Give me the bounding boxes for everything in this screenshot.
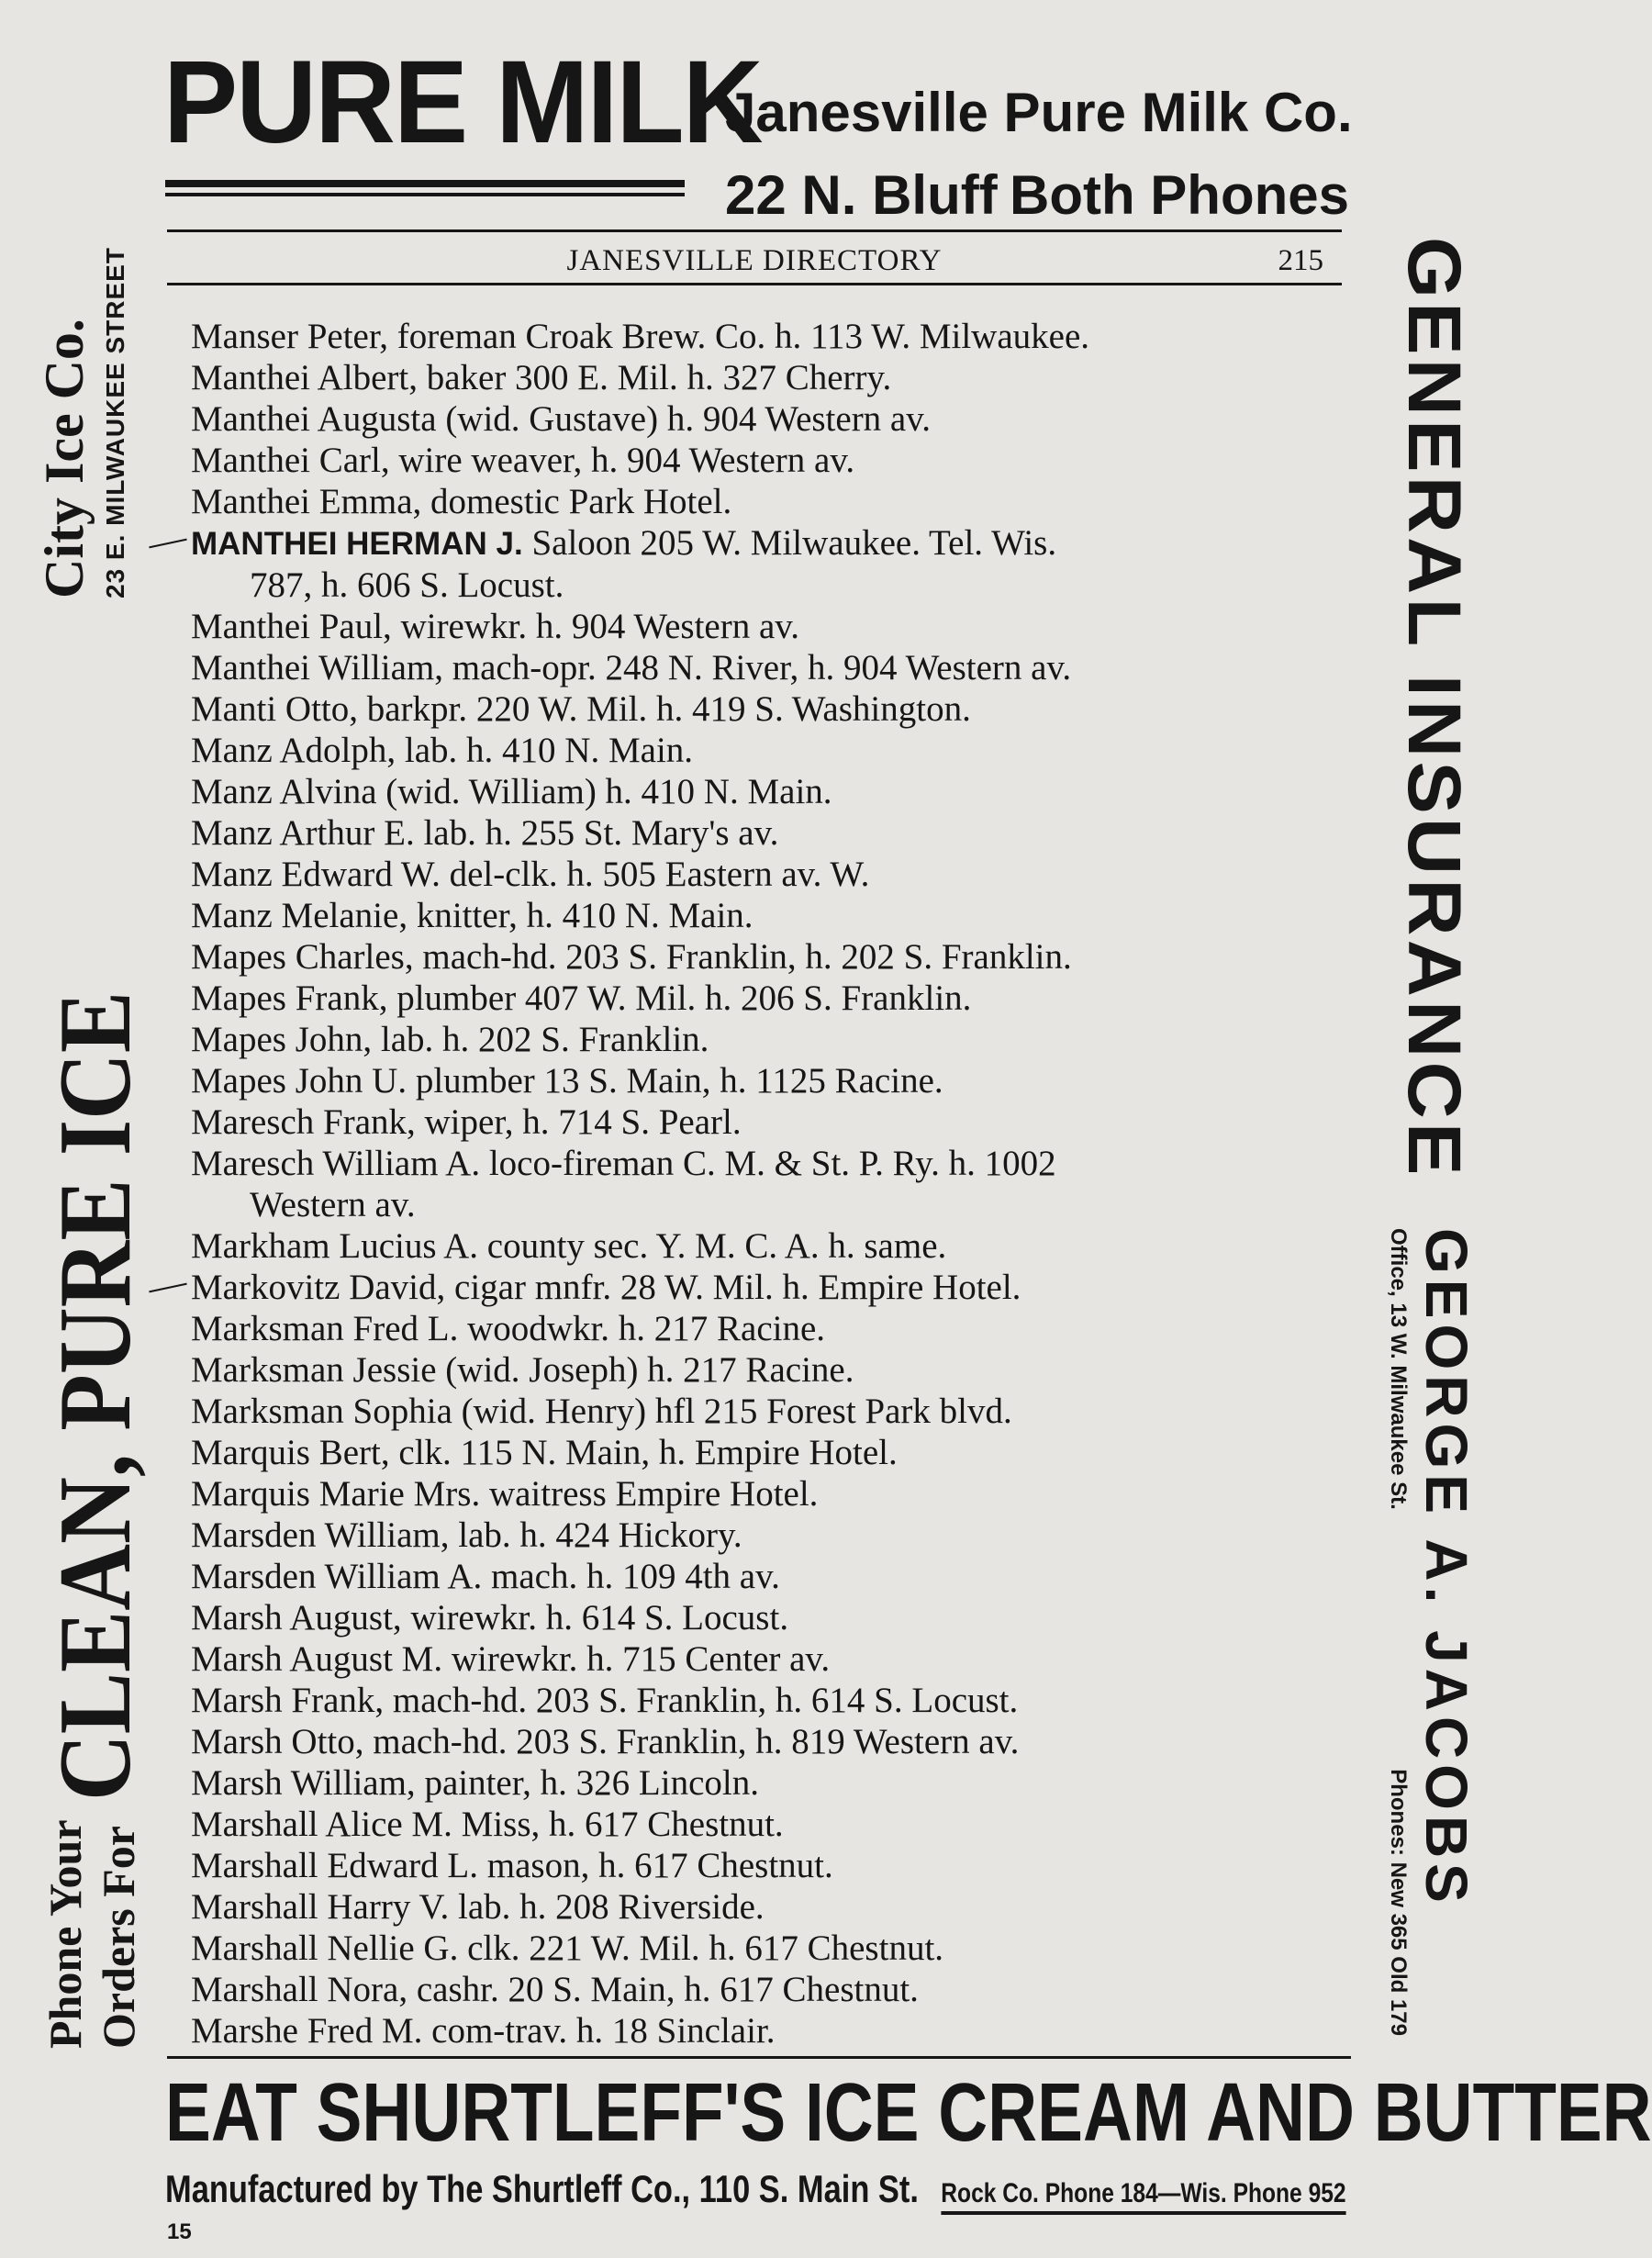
directory-entry bbox=[191, 1804, 1347, 1845]
entry-name: Marsh August M. bbox=[191, 1639, 443, 1679]
directory-entry bbox=[191, 895, 1347, 936]
directory-entry bbox=[191, 357, 1347, 398]
directory-entry bbox=[191, 1308, 1347, 1349]
entry-details: (wid. William) h. 410 N. Main. bbox=[376, 772, 832, 811]
ice-ad-line1: Phone Your bbox=[39, 1819, 91, 2049]
entry-name: Marshall Alice M. bbox=[191, 1805, 452, 1844]
entry-details: lab. h. 255 St. Mary's av. bbox=[414, 813, 779, 853]
milk-company-name: Janesville Pure Milk Co. bbox=[725, 82, 1353, 143]
directory-entry bbox=[191, 1845, 1347, 1886]
entry-name: Manser Peter, bbox=[191, 317, 389, 356]
entry-name: Mapes Frank, bbox=[191, 978, 388, 1018]
entry-details: lab. h. 208 Riverside. bbox=[449, 1887, 765, 1927]
bottom-ad-rule bbox=[167, 2056, 1351, 2059]
entry-details: (wid. Joseph) h. 217 Racine. bbox=[436, 1350, 854, 1390]
entry-name: Marksman Jessie bbox=[191, 1350, 437, 1390]
directory-entry bbox=[191, 1597, 1347, 1638]
entry-details: plumber 407 W. Mil. h. 206 S. Franklin. bbox=[387, 978, 972, 1018]
milk-company-address: 22 N. Bluff bbox=[725, 164, 998, 226]
entry-details: woodwkr. h. 217 Racine. bbox=[458, 1309, 826, 1348]
directory-entry bbox=[191, 606, 1347, 647]
entry-name: Manz Adolph, bbox=[191, 731, 396, 770]
entry-name: Manthei Paul, bbox=[191, 607, 392, 646]
entry-details: loco-fireman C. M. & St. P. Ry. h. 1002 bbox=[480, 1144, 1056, 1183]
entry-name: Manz Melanie, bbox=[191, 896, 408, 935]
directory-entry bbox=[191, 936, 1347, 978]
ice-company-name: City Ice Co. bbox=[34, 319, 95, 598]
insurance-office: Office, 13 W. Milwaukee St. bbox=[1386, 1228, 1411, 1510]
entry-name: Marquis Marie bbox=[191, 1474, 405, 1514]
shurtleff-details bbox=[165, 2166, 1346, 2212]
entry-name: Markovitz David, bbox=[191, 1268, 446, 1307]
entry-name: Manthei Carl, bbox=[191, 441, 390, 480]
entry-details: lab. h. 410 N. Main. bbox=[396, 731, 694, 770]
entry-details: com-trav. h. 18 Sinclair. bbox=[422, 2011, 776, 2051]
entry-details: wirewkr. h. 904 Western av. bbox=[391, 607, 799, 646]
entry-details: mach-opr. 248 N. River, h. 904 Western av. bbox=[443, 648, 1072, 687]
directory-entry bbox=[191, 1969, 1347, 2010]
entry-details: lab. h. 202 S. Franklin. bbox=[372, 1020, 709, 1059]
directory-entry bbox=[191, 1060, 1347, 1101]
entry-continuation: Western av. bbox=[250, 1185, 416, 1224]
entry-details: (wid. Henry) hfl 215 Forest Park blvd. bbox=[452, 1392, 1012, 1431]
ice-company-ad bbox=[34, 231, 195, 2049]
entry-name: Manz Arthur E. bbox=[191, 813, 415, 853]
directory-entry bbox=[191, 1019, 1347, 1060]
entry-details: wiper, h. 714 S. Pearl. bbox=[415, 1102, 742, 1142]
entry-name: Manthei William, bbox=[191, 648, 443, 687]
insurance-phones: Phones: New 365 Old 179 bbox=[1386, 1769, 1411, 2036]
entry-name: Marksman Sophia bbox=[191, 1392, 452, 1431]
entry-details: Saloon 205 W. Milwaukee. Tel. Wis. bbox=[522, 523, 1057, 563]
directory-entry bbox=[191, 440, 1347, 481]
entry-name: Manz Edward W. bbox=[191, 855, 441, 894]
directory-entry bbox=[191, 771, 1347, 812]
directory-entry bbox=[191, 688, 1347, 730]
insurance-agent: GEORGE A. JACOBS bbox=[1413, 1228, 1479, 1908]
sheet-number: 15 bbox=[167, 2219, 192, 2244]
entry-details: baker 300 E. Mil. h. 327 Cherry. bbox=[417, 358, 892, 397]
directory-entry bbox=[191, 1762, 1347, 1804]
shurtleff-headline: EAT SHURTLEFF'S ICE CREAM AND BUTTER bbox=[165, 2067, 1652, 2159]
milk-company-phones: Both Phones bbox=[1010, 164, 1349, 226]
entry-name: Manthei Augusta bbox=[191, 399, 437, 439]
entry-name: Mapes Charles, bbox=[191, 937, 414, 977]
entry-name: Marsh August, bbox=[191, 1598, 402, 1638]
entry-name: Markham Lucius A. bbox=[191, 1226, 479, 1266]
directory-entry bbox=[191, 1391, 1347, 1432]
entry-continuation: 787, h. 606 S. Locust. bbox=[250, 565, 564, 605]
header-rule-bottom bbox=[167, 283, 1342, 285]
entry-details: county sec. Y. M. C. A. h. same. bbox=[478, 1226, 947, 1266]
directory-entry bbox=[191, 1432, 1347, 1473]
entry-details: mason, h. 617 Chestnut. bbox=[478, 1846, 833, 1885]
entry-name: Marsden William, bbox=[191, 1515, 450, 1555]
entry-details: Miss, h. 617 Chestnut. bbox=[452, 1805, 784, 1844]
directory-entry bbox=[191, 1515, 1347, 1556]
ice-ad-headline: CLEAN, PURE ICE bbox=[39, 990, 152, 1801]
header-rule-top bbox=[167, 229, 1342, 232]
entry-details: mach-hd. 203 S. Franklin, h. 614 S. Locust. bbox=[384, 1681, 1019, 1720]
entry-name: Marsh William, bbox=[191, 1763, 416, 1803]
entry-name: Marsden William A. bbox=[191, 1557, 483, 1596]
directory-entry bbox=[191, 316, 1347, 357]
directory-listing bbox=[191, 316, 1347, 2051]
page-number: 215 bbox=[1278, 244, 1323, 277]
entry-details: wire weaver, h. 904 Western av. bbox=[389, 441, 855, 480]
entry-name: Maresch Frank, bbox=[191, 1102, 416, 1142]
directory-entry bbox=[191, 978, 1347, 1019]
directory-entry bbox=[191, 1473, 1347, 1515]
entry-name: Manz Alvina bbox=[191, 772, 377, 811]
entry-name: Marshall Nora, bbox=[191, 1970, 408, 2009]
directory-entry bbox=[191, 398, 1347, 440]
entry-details: mach-hd. 203 S. Franklin, h. 819 Western av. bbox=[363, 1722, 1020, 1761]
directory-entry bbox=[191, 1556, 1347, 1597]
entry-details: wirewkr. h. 614 S. Locust. bbox=[401, 1598, 789, 1638]
entry-details: knitter, h. 410 N. Main. bbox=[407, 896, 753, 935]
entry-name: Maresch William A. bbox=[191, 1144, 481, 1183]
entry-details: del-clk. h. 505 Eastern av. W. bbox=[440, 855, 870, 894]
entry-name: Marksman Fred L. bbox=[191, 1309, 459, 1348]
entry-details: cashr. 20 S. Main, h. 617 Chestnut. bbox=[407, 1970, 919, 2009]
entry-details: clk. 115 N. Main, h. Empire Hotel. bbox=[389, 1433, 898, 1472]
entry-name: Marsh Frank, bbox=[191, 1681, 385, 1720]
entry-details: barkpr. 220 W. Mil. h. 419 S. Washington. bbox=[358, 689, 971, 729]
entry-name: Manthei Emma, bbox=[191, 482, 422, 521]
directory-entry bbox=[191, 1267, 1347, 1308]
entry-name: Manthei Albert, bbox=[191, 358, 418, 397]
directory-entry bbox=[191, 1721, 1347, 1762]
insurance-ad bbox=[1360, 237, 1479, 2073]
ice-ad-line2: Orders For bbox=[93, 1826, 144, 2049]
entry-name: Marshall Edward L. bbox=[191, 1846, 478, 1885]
entry-details: plumber 13 S. Main, h. 1125 Racine. bbox=[407, 1061, 943, 1101]
directory-entry bbox=[191, 1680, 1347, 1721]
entry-details: foreman Croak Brew. Co. h. 113 W. Milwaukee. bbox=[388, 317, 1090, 356]
directory-entry bbox=[191, 1638, 1347, 1680]
entry-name: Mapes John, bbox=[191, 1020, 373, 1059]
directory-entry bbox=[191, 1928, 1347, 1969]
directory-entry bbox=[191, 481, 1347, 522]
entry-name: Marshe Fred M. bbox=[191, 2011, 423, 2051]
shurtleff-maker: Manufactured by The Shurtleff Co., 110 S. Main St. bbox=[165, 2167, 919, 2210]
ice-ad-prompt bbox=[39, 1819, 145, 2049]
entry-details: clk. 221 W. Mil. h. 617 Chestnut. bbox=[458, 1928, 944, 1968]
directory-entry bbox=[191, 1101, 1347, 1143]
entry-name: Marquis Bert, bbox=[191, 1433, 390, 1472]
pure-milk-headline: PURE MILK bbox=[163, 37, 762, 168]
entry-details: cigar mnfr. 28 W. Mil. h. Empire Hotel. bbox=[445, 1268, 1021, 1307]
directory-entry bbox=[191, 730, 1347, 771]
directory-entry bbox=[191, 1349, 1347, 1391]
entry-details: lab. h. 424 Hickory. bbox=[449, 1515, 742, 1555]
entry-details: painter, h. 326 Lincoln. bbox=[415, 1763, 759, 1803]
directory-entry bbox=[191, 2010, 1347, 2051]
entry-name: Marshall Nellie G. bbox=[191, 1928, 459, 1968]
shurtleff-phones: Rock Co. Phone 184—Wis. Phone 952 bbox=[941, 2176, 1345, 2215]
ice-company-block bbox=[34, 247, 141, 598]
directory-entry bbox=[191, 522, 1347, 606]
directory-header bbox=[167, 240, 1342, 281]
directory-entry bbox=[191, 647, 1347, 688]
directory-entry bbox=[191, 812, 1347, 854]
directory-entry bbox=[191, 1225, 1347, 1267]
entry-name: Marsh Otto, bbox=[191, 1722, 364, 1761]
entry-name: Marshall Harry V. bbox=[191, 1887, 450, 1927]
ice-company-address: 23 E. MILWAUKEE STREET bbox=[101, 247, 129, 598]
entry-details: Mrs. waitress Empire Hotel. bbox=[404, 1474, 819, 1514]
entry-details: mach. h. 109 4th av. bbox=[482, 1557, 780, 1596]
entry-name: Mapes John U. bbox=[191, 1061, 407, 1101]
insurance-contact bbox=[1384, 1228, 1412, 2036]
directory-entry bbox=[191, 1143, 1347, 1225]
directory-title: JANESVILLE DIRECTORY bbox=[566, 244, 943, 277]
directory-entry bbox=[191, 854, 1347, 895]
entry-name: Manti Otto, bbox=[191, 689, 358, 729]
entry-details: domestic Park Hotel. bbox=[421, 482, 732, 521]
entry-details: wirewkr. h. 715 Center av. bbox=[442, 1639, 831, 1679]
milk-company-block bbox=[725, 72, 1353, 237]
entry-name: MANTHEI HERMAN J. bbox=[191, 526, 523, 562]
headline-underline bbox=[165, 180, 685, 196]
entry-details: (wid. Gustave) h. 904 Western av. bbox=[436, 399, 931, 439]
directory-entry bbox=[191, 1886, 1347, 1928]
entry-details: mach-hd. 203 S. Franklin, h. 202 S. Franklin. bbox=[413, 937, 1072, 977]
insurance-headline: GENERAL INSURANCE bbox=[1392, 237, 1476, 1179]
